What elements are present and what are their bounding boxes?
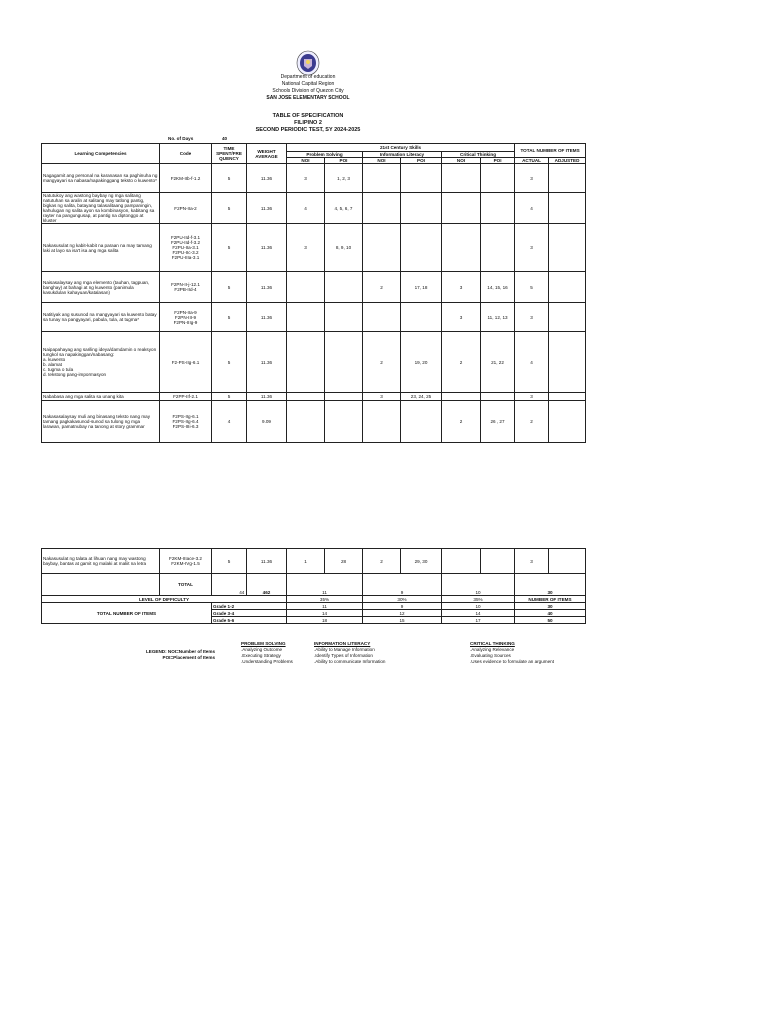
col-header-il-poi: POI	[401, 158, 442, 164]
cell-competency: Naisasalaysay ang mga elemento (tauhan, tagpuan, banghay) at bahagi at ng kuwento (panimula kasukdulan kahayuan/katalasan)	[42, 272, 160, 303]
cell-adjusted	[549, 272, 586, 303]
cell-ct-poi	[481, 549, 515, 574]
cell-time: 5	[212, 224, 247, 272]
cell-adjusted	[549, 393, 586, 401]
col-header-competencies: Learning Competencies	[42, 144, 160, 164]
table-row	[42, 303, 586, 332]
grade-il: 9	[363, 603, 442, 610]
cell-ps-noi: 3	[287, 164, 325, 193]
cell-code: F2PN-IIa-2	[160, 193, 212, 224]
cell-adjusted	[549, 303, 586, 332]
cell-ct-poi: 11, 12, 13	[481, 303, 515, 332]
cell-weight: 11.36	[247, 393, 287, 401]
header-line-1: Department of education	[280, 74, 336, 80]
difficulty-ps: 35%	[287, 596, 363, 603]
cell-ps-poi	[325, 303, 363, 332]
cell-competency: Nakasasalaysay muli ang binasang teksto nang may tamang pagkakasunod-sunod sa tulong ng mga larawan, pamatnubay na tanong at story grammar	[42, 401, 160, 443]
cell-ps-poi	[325, 332, 363, 393]
cell-weight: 11.36	[247, 164, 287, 193]
table-row	[42, 332, 586, 393]
col-header-actual: ACTUAL	[515, 158, 549, 164]
cell-ps-noi	[287, 303, 325, 332]
col-header-code: Code	[160, 144, 212, 164]
cell-ps-noi: 3	[287, 224, 325, 272]
cell-adjusted	[549, 193, 586, 224]
difficulty-ct: 35%	[442, 596, 515, 603]
days-value: 40	[222, 136, 228, 141]
document-title	[0, 113, 616, 134]
table-row	[42, 164, 586, 193]
cell-time: 5	[212, 393, 247, 401]
col-header-skills: 21st Century Skills	[287, 144, 515, 152]
cell-ps-noi	[287, 332, 325, 393]
col-header-ct: Critical Thinking	[442, 152, 515, 158]
col-header-weight: WEIGHT AVERAGE	[247, 144, 287, 164]
cell-ps-poi	[325, 401, 363, 443]
cell-il-poi: 29, 30	[401, 549, 442, 574]
legend-ct-item: .Analyzing Relevance	[470, 647, 515, 652]
col-header-ps-noi: NOI	[287, 158, 325, 164]
cell-ps-noi: 1	[287, 549, 325, 574]
cell-code: F2-PS-IIg-6.1	[160, 332, 212, 393]
cell-ct-poi: 14, 15, 16	[481, 272, 515, 303]
cell-actual: 3	[515, 164, 549, 193]
cell-time: 5	[212, 303, 247, 332]
cell-ct-noi	[442, 164, 481, 193]
cell-adjusted	[549, 164, 586, 193]
difficulty-il: 30%	[363, 596, 442, 603]
legend-ps-title: PROBLEM SOLVING	[241, 641, 286, 646]
cell-ps-noi: 4	[287, 193, 325, 224]
cell-competency: Natutukoy ang wastong baybay ng mga salitang natutuhan sa aralin at salitang may tatlong pantig, bigkas ng salita, batayang talasalitaang pampaningin, kahulugan ng salita ayon sa kombinasyon, kabitang sa rayter na pangungusap, at pantig na diptonggo at kluster	[42, 193, 160, 224]
cell-ps-poi	[325, 272, 363, 303]
cell-il-noi: 2	[363, 272, 401, 303]
cell-adjusted	[549, 401, 586, 443]
cell-ct-poi: 26 , 27	[481, 401, 515, 443]
cell-actual: 4	[515, 332, 549, 393]
legend-ct-title: CRITICAL THINKING	[470, 641, 515, 646]
cell-code: F2KM-IIb-f-1.2	[160, 164, 212, 193]
cell-weight: 9.09	[247, 401, 287, 443]
cell-ct-poi: 21, 22	[481, 332, 515, 393]
grade-label: Grade 1-2	[212, 603, 287, 610]
legend-ps-item: .Executing Strategy	[241, 653, 281, 658]
cell-ps-poi	[325, 393, 363, 401]
legend-poi: POI=Placement of Items	[162, 655, 215, 660]
cell-ct-noi	[442, 193, 481, 224]
cell-il-poi	[401, 401, 442, 443]
legend-problem-solving	[241, 641, 293, 665]
cell-il-noi	[363, 401, 401, 443]
cell-ct-poi	[481, 193, 515, 224]
cell-ps-noi	[287, 401, 325, 443]
cell-actual: 5	[515, 272, 549, 303]
col-header-total: TOTAL NUMBER OF ITEMS	[515, 144, 586, 158]
cell-weight: 11.36	[247, 303, 287, 332]
col-header-adjusted: ADJUSTED	[549, 158, 586, 164]
cell-il-noi: 2	[363, 332, 401, 393]
grade-label: Grade 5-6	[212, 617, 287, 624]
cell-il-noi	[363, 193, 401, 224]
cell-ct-poi	[481, 164, 515, 193]
cell-competency: Nakasusulat ng kabit-kabit na paraan na may tamang laki at layo sa isa't isa ang mga salita	[42, 224, 160, 272]
legend-il-item: .Ability to communicate Information	[314, 659, 386, 664]
table-row	[42, 401, 586, 443]
col-header-ps-poi: POI	[325, 158, 363, 164]
legend-il-item: .Identify Types of Information	[314, 653, 373, 658]
cell-weight: 11.36	[247, 332, 287, 393]
total-actual: 30	[515, 574, 586, 596]
cell-time: 5	[212, 193, 247, 224]
grade-total: 50	[515, 617, 586, 624]
grade-label: Grade 3-4	[212, 610, 287, 617]
cell-weight: 11.36	[247, 224, 287, 272]
cell-il-noi	[363, 303, 401, 332]
legend-critical-thinking	[470, 641, 554, 665]
cell-il-poi	[401, 224, 442, 272]
deped-seal-logo	[296, 50, 320, 76]
cell-ps-noi	[287, 393, 325, 401]
cell-competency: Nakasusulat ng talata at lihuan nang may wastong baybay, bantas at gamit ng malaki at maliit na letra	[42, 549, 160, 574]
cell-code: F2PP-IIf-2.1	[160, 393, 212, 401]
number-of-items-label: NUMBER OF ITEMS	[515, 596, 586, 603]
legend-il-item: .Ability to Manage Information	[314, 647, 375, 652]
cell-il-noi	[363, 224, 401, 272]
cell-competency: Natitiyak ang susunod na mangyayari sa kuwento batay sa tunay na pangyayari, pabula, tula, at tugma*	[42, 303, 160, 332]
table-row	[42, 224, 586, 272]
cell-adjusted	[549, 549, 586, 574]
cell-competency: Naipapahayag ang sariling ideya/damdamin o reaksyon tungkol sa napakinggan/nabasang: a. kuwento b. alamat c. tugma o tula d. tekstong pang-impormasyon	[42, 332, 160, 393]
grade-ps: 11	[287, 603, 363, 610]
cell-ct-noi: 3	[442, 272, 481, 303]
col-header-il-noi: NOI	[363, 158, 401, 164]
grade-total: 30	[515, 603, 586, 610]
cell-code: F2PN-II-j-12.1 F2PB-IId-4	[160, 272, 212, 303]
grade-ct: 17	[442, 617, 515, 624]
cell-time: 4	[212, 401, 247, 443]
days-label: No. of Days	[168, 136, 194, 141]
table-row	[42, 549, 586, 574]
header-line-2: National Capital Region	[281, 81, 335, 87]
grade-il: 15	[363, 617, 442, 624]
cell-weight: 11.36	[247, 549, 287, 574]
grade-il: 12	[363, 610, 442, 617]
cell-ct-noi: 3	[442, 303, 481, 332]
legend-ps-item: .Understanding Problems	[241, 659, 293, 664]
cell-time: 5	[212, 272, 247, 303]
legend-noi: LEGEND: NOI=Number of Items	[145, 649, 215, 654]
totals-table	[41, 548, 586, 624]
cell-competency: Nagagamit ang personal na karanasan sa paghinuha ng mangyayari sa nabasa/napakinggang teksto o kuwento*	[42, 164, 160, 193]
title-line-2: FILIPINO 2	[294, 120, 322, 126]
col-header-ps: Problem Solving	[287, 152, 363, 158]
cell-il-poi	[401, 193, 442, 224]
cell-il-poi	[401, 164, 442, 193]
cell-ct-poi	[481, 224, 515, 272]
cell-il-noi	[363, 164, 401, 193]
table-row	[42, 393, 586, 401]
legend-il-title: INFORMATION LITERACY	[314, 641, 371, 646]
school-header	[0, 74, 616, 102]
cell-il-noi: 2	[363, 549, 401, 574]
total-ct: 10	[442, 574, 515, 596]
cell-actual: 2	[515, 401, 549, 443]
cell-ct-noi: 2	[442, 332, 481, 393]
header-line-3: Schools Division of Quezon City	[272, 88, 344, 94]
cell-actual: 3	[515, 303, 549, 332]
cell-ps-poi: 28	[325, 549, 363, 574]
cell-weight: 11.36	[247, 272, 287, 303]
legend-ct-item: .Evaluating Sources	[470, 653, 511, 658]
grade-ps: 18	[287, 617, 363, 624]
grade-ct: 14	[442, 610, 515, 617]
total-weight: 462	[247, 574, 287, 596]
cell-ct-poi	[481, 393, 515, 401]
total-il: 9	[363, 574, 442, 596]
table-row	[42, 272, 586, 303]
cell-competency: Nababasa ang mga salita sa unang kita	[42, 393, 160, 401]
cell-actual: 4	[515, 193, 549, 224]
cell-ct-noi: 2	[442, 401, 481, 443]
title-line-1: TABLE OF SPECIFICATION	[272, 113, 344, 119]
total-items-label: TOTAL NUMBER OF ITEMS	[42, 603, 212, 624]
cell-time: 5	[212, 164, 247, 193]
col-header-il: Information Literacy	[363, 152, 442, 158]
cell-ps-poi: 8, 9, 10	[325, 224, 363, 272]
cell-ct-noi	[442, 549, 481, 574]
col-header-ct-noi: NOI	[442, 158, 481, 164]
cell-il-poi: 23, 24, 25	[401, 393, 442, 401]
specification-table	[41, 143, 586, 443]
cell-il-poi: 17, 18	[401, 272, 442, 303]
cell-code: F2PN-IIa-9 F2PN-III-9 F2PN-IIIg-9	[160, 303, 212, 332]
cell-ps-poi: 4, 5, 6, 7	[325, 193, 363, 224]
legend-information-literacy	[314, 641, 386, 665]
col-header-time: TIME SPENT/FRE QUENCY	[212, 144, 247, 164]
cell-code: F2PS-IIg-6.1 F2PS-IIg-6.4 F2PS-IIIi-6.3	[160, 401, 212, 443]
cell-ct-noi	[442, 393, 481, 401]
cell-code: F2PU-IId-f-3.1 F2PU-IId-f-3.2 F2PU-IIa-3.1 F2PU-IIc-3.2 F2PU-IIIa-3.1	[160, 224, 212, 272]
header-school-name: SAN JOSE ELEMENTARY SCHOOL	[266, 95, 350, 101]
legend-abbreviations	[135, 649, 215, 661]
table-row	[42, 193, 586, 224]
cell-actual: 3	[515, 549, 549, 574]
grade-ct: 10	[442, 603, 515, 610]
cell-adjusted	[549, 224, 586, 272]
cell-adjusted	[549, 332, 586, 393]
total-row	[42, 574, 586, 596]
cell-il-noi: 3	[363, 393, 401, 401]
cell-ps-poi: 1, 2, 3	[325, 164, 363, 193]
grade-total: 40	[515, 610, 586, 617]
difficulty-label: LEVEL OF DIFFICULTY	[42, 596, 287, 603]
cell-actual: 3	[515, 224, 549, 272]
legend-ct-item: .Uses evidence to formulate an argument	[470, 659, 555, 664]
cell-actual: 3	[515, 393, 549, 401]
total-ps: 11	[287, 574, 363, 596]
cell-il-poi	[401, 303, 442, 332]
cell-code: F2KM-IIIace-3.2 F2KM-IVg-1.5	[160, 549, 212, 574]
cell-ps-noi	[287, 272, 325, 303]
grade-ps: 14	[287, 610, 363, 617]
cell-weight: 11.36	[247, 193, 287, 224]
cell-il-poi: 19, 20	[401, 332, 442, 393]
total-time: 44	[238, 574, 247, 596]
title-line-3: SECOND PERIODIC TEST, SY 2024-2025	[255, 127, 361, 133]
cell-time: 5	[212, 332, 247, 393]
col-header-ct-poi: POI	[481, 158, 515, 164]
cell-ct-noi	[442, 224, 481, 272]
legend-ps-item: .Analyzing Outcome	[241, 647, 283, 652]
total-label: TOTAL	[160, 574, 212, 596]
cell-time: 5	[212, 549, 247, 574]
